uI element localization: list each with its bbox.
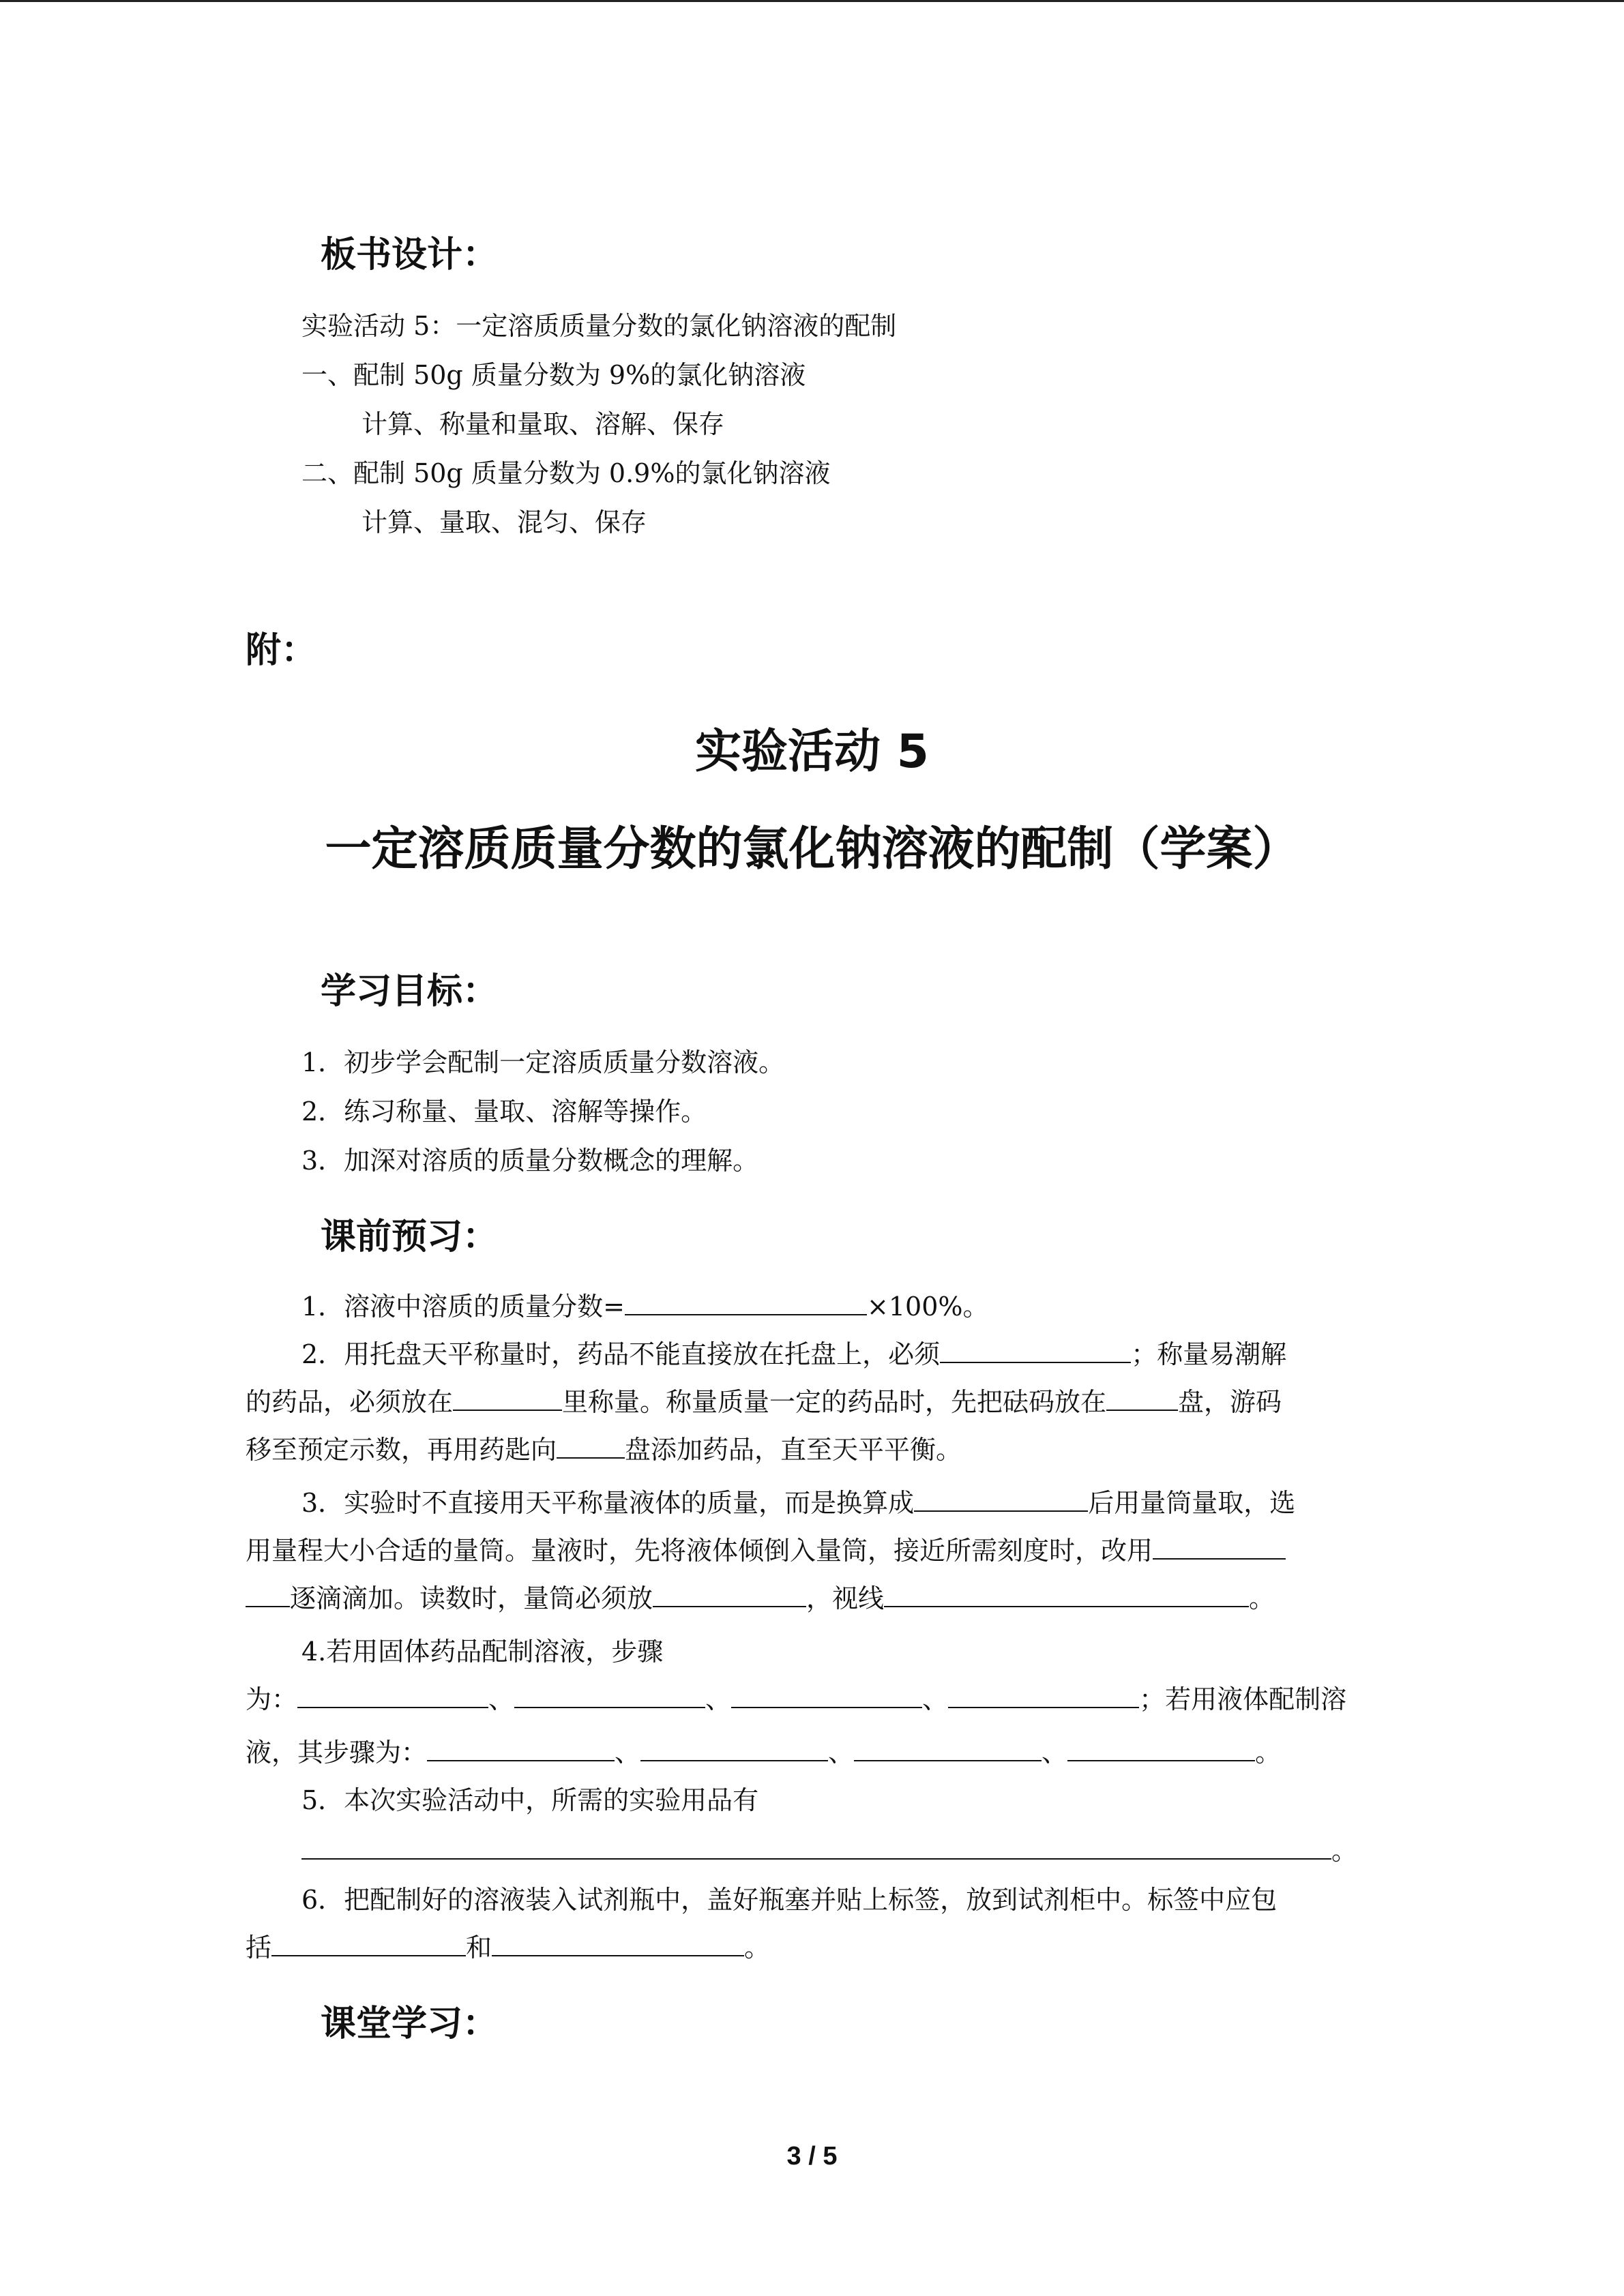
preview-q4-line2: 为： 、 、 、 ；若用液体配制溶	[246, 1678, 1346, 1716]
answer-blank[interactable]	[884, 1579, 1249, 1607]
board-design-line: 二、配制 50g 质量分数为 0.9%的氯化钠溶液	[301, 458, 831, 488]
objective-item: 3．加深对溶质的质量分数概念的理解。	[301, 1146, 759, 1176]
preview-q1: 1．溶液中溶质的质量分数= ×100%。	[301, 1285, 989, 1323]
answer-blank[interactable]	[514, 1680, 705, 1708]
answer-blank[interactable]	[557, 1430, 625, 1459]
objectives-heading: 学习目标：	[321, 971, 499, 1012]
answer-blank[interactable]	[1106, 1382, 1178, 1411]
preview-q3-line1: 3．实验时不直接用天平称量液体的质量，而是换算成 后用量筒量取，选	[301, 1482, 1295, 1519]
preview-heading: 课前预习：	[321, 1217, 499, 1257]
answer-blank[interactable]	[1153, 1531, 1286, 1560]
objective-item: 2．练习称量、量取、溶解等操作。	[301, 1097, 707, 1127]
answer-blank[interactable]	[427, 1733, 615, 1761]
preview-q6-line1: 6．把配制好的溶液装入试剂瓶中，盖好瓶塞并贴上标签，放到试剂柜中。标签中应包	[301, 1885, 1278, 1915]
board-design-line: 实验活动 5：一定溶质质量分数的氯化钠溶液的配制	[301, 311, 897, 341]
objective-item: 1．初步学会配制一定溶质质量分数溶液。	[301, 1047, 785, 1077]
board-design-line: 计算、量取、混匀、保存	[361, 507, 647, 537]
answer-blank[interactable]	[453, 1382, 562, 1411]
answer-blank[interactable]	[301, 1831, 1331, 1860]
answer-blank[interactable]	[854, 1733, 1042, 1761]
preview-q3-line2: 用量程大小合适的量筒。量液时，先将液体倾倒入量筒，接近所需刻度时，改用	[246, 1530, 1286, 1567]
preview-q4-line1: 4.若用固体药品配制溶液，步骤	[301, 1637, 664, 1667]
preview-q2-line3: 移至预定示数，再用药匙向 盘添加药品，直至天平平衡。	[246, 1429, 962, 1466]
answer-blank[interactable]	[297, 1680, 488, 1708]
answer-blank[interactable]	[492, 1928, 744, 1956]
preview-q2-line2: 的药品，必须放在 里称量。称量质量一定的药品时，先把砝码放在 盘，游码	[246, 1381, 1282, 1418]
answer-blank[interactable]	[731, 1680, 922, 1708]
answer-blank[interactable]	[640, 1733, 828, 1761]
board-design-line: 一、配制 50g 质量分数为 9%的氯化钠溶液	[301, 360, 806, 390]
answer-blank[interactable]	[914, 1483, 1088, 1512]
board-design-line: 计算、称量和量取、溶解、保存	[361, 409, 725, 439]
preview-q6-line2: 括 和 。	[246, 1926, 770, 1964]
classroom-heading: 课堂学习：	[321, 2003, 499, 2044]
page-number: 3 / 5	[786, 2142, 838, 2171]
answer-blank[interactable]	[653, 1579, 806, 1607]
answer-blank[interactable]	[948, 1680, 1139, 1708]
preview-q5-line2: 。	[301, 1830, 1357, 1867]
answer-blank[interactable]	[625, 1287, 867, 1315]
preview-q2-line1: 2．用托盘天平称量时，药品不能直接放在托盘上，必须 ；称量易潮解	[301, 1333, 1286, 1371]
worksheet-subtitle: 一定溶质质量分数的氯化钠溶液的配制（学案）	[325, 822, 1299, 876]
board-design-heading: 板书设计：	[321, 235, 499, 275]
appendix-label: 附：	[246, 630, 317, 671]
preview-q5-line1: 5．本次实验活动中，所需的实验用品有	[301, 1785, 759, 1815]
answer-blank[interactable]	[940, 1335, 1131, 1363]
preview-q4-line3: 液，其步骤为： 、 、 、 。	[246, 1731, 1281, 1769]
worksheet-title: 实验活动 5	[695, 725, 929, 779]
answer-blank[interactable]	[1067, 1733, 1255, 1761]
answer-blank[interactable]	[271, 1928, 466, 1956]
answer-blank[interactable]	[246, 1579, 290, 1607]
preview-q3-line3: 逐滴滴加。读数时，量筒必须放 ，视线 。	[246, 1577, 1275, 1615]
